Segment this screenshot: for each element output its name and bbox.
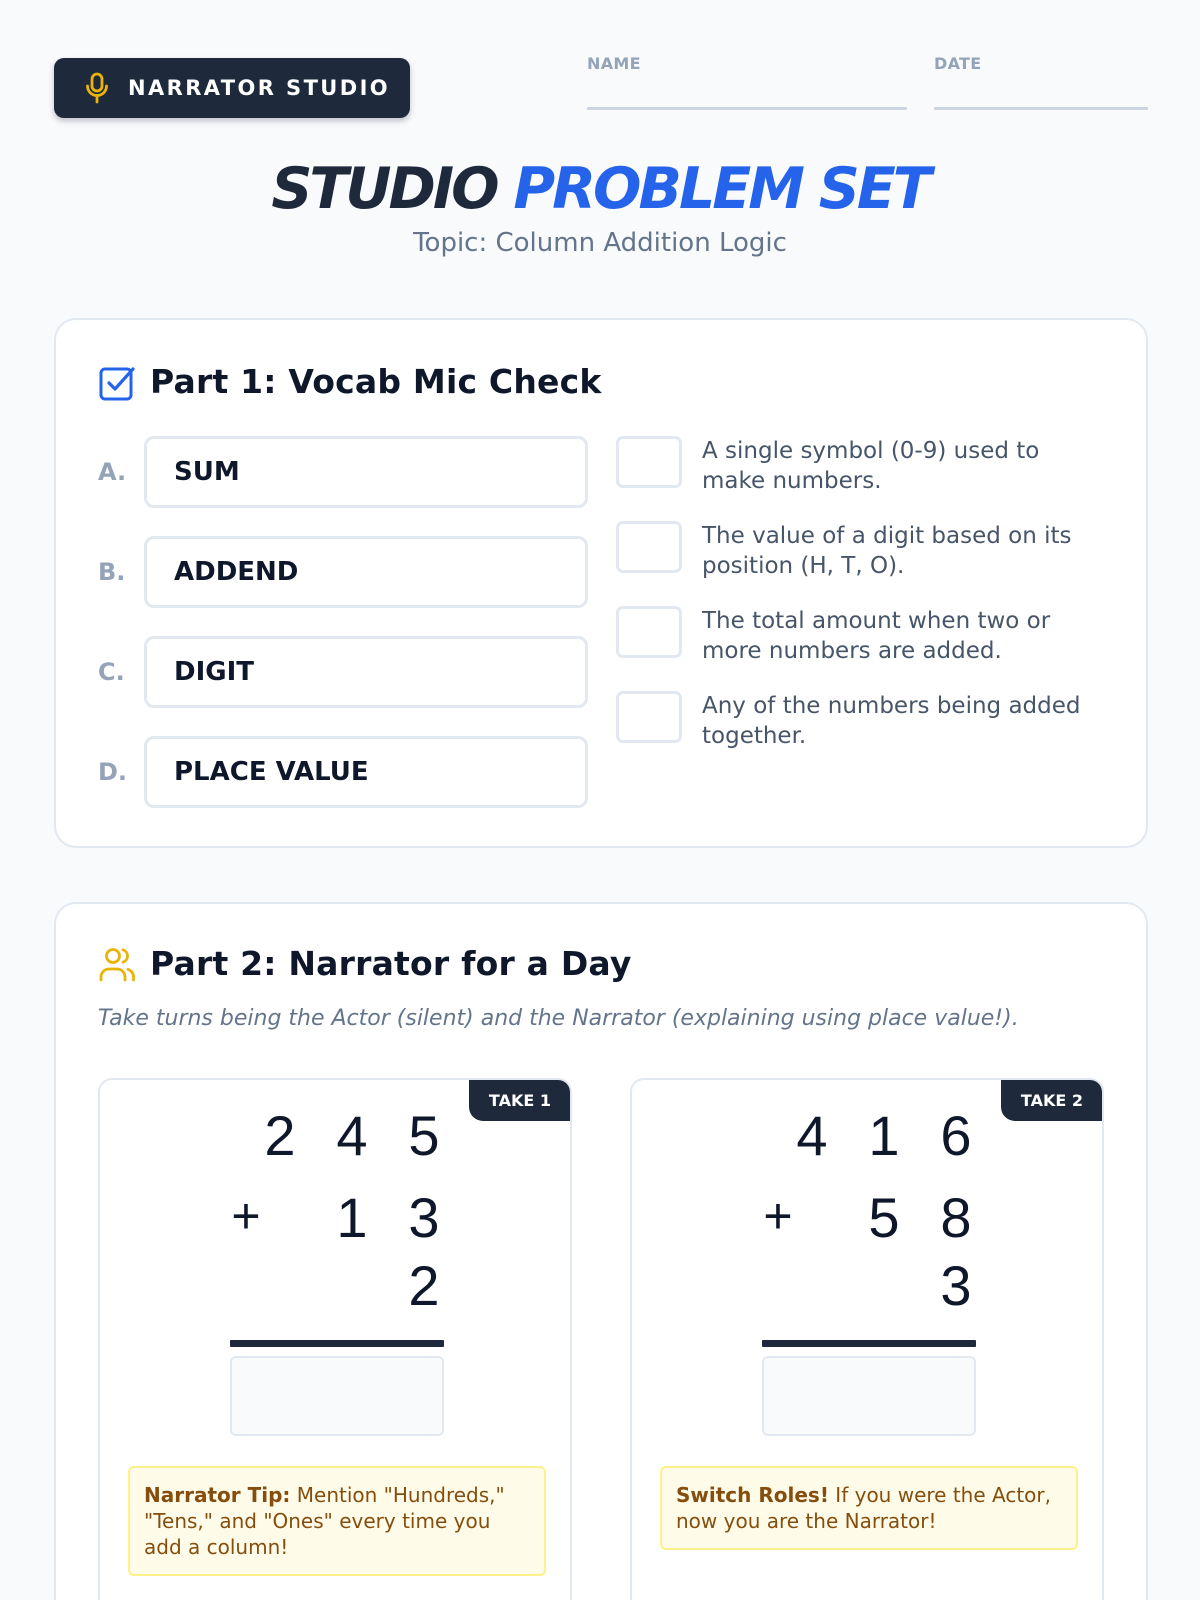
- definition-text: Any of the numbers being added together.: [702, 693, 1081, 749]
- digit-ones: 3: [940, 1254, 972, 1317]
- answer-box[interactable]: [762, 1356, 976, 1436]
- title-part-2: PROBLEM SET: [513, 156, 929, 222]
- tip-text: If you were the Actor, now you are the Narrator!: [676, 1483, 1051, 1533]
- narrator-tip: [128, 1466, 546, 1576]
- definition-text: The value of a digit based on its position (H, T, O).: [702, 523, 1072, 579]
- definition-row: [616, 521, 1106, 581]
- tip-heading: Narrator Tip:: [144, 1483, 291, 1507]
- digit-ones: 5: [408, 1104, 440, 1167]
- checkbox-icon: [98, 363, 136, 401]
- digit-ones: 3: [408, 1186, 440, 1249]
- answer-box[interactable]: [230, 1356, 444, 1436]
- definition-text: The total amount when two or more numbers are added.: [702, 608, 1051, 664]
- answer-letter-box[interactable]: [616, 691, 682, 743]
- term-row: [98, 436, 588, 508]
- take-tag: TAKE 1: [469, 1080, 570, 1121]
- answer-letter-box[interactable]: [616, 436, 682, 488]
- date-field[interactable]: [934, 54, 1148, 110]
- part2-header: [98, 944, 632, 983]
- sum-line: [762, 1340, 976, 1347]
- digit-hundreds: 4: [796, 1104, 828, 1167]
- digit-ones: 2: [408, 1254, 440, 1317]
- tip-text: Mention "Hundreds," "Tens," and "Ones" every time you add a column!: [144, 1483, 505, 1559]
- digit-hundreds: 2: [264, 1104, 296, 1167]
- digit-ones: 6: [940, 1104, 972, 1167]
- term-box[interactable]: SUM: [144, 436, 588, 508]
- part2-instructions: Take turns being the Actor (silent) and the Narrator (explaining using place value!).: [98, 1006, 1019, 1031]
- term-row: [98, 636, 588, 708]
- definition-text: A single symbol (0-9) used to make numbers.: [702, 438, 1040, 494]
- digit-tens: 1: [336, 1186, 368, 1249]
- answer-letter-box[interactable]: [616, 521, 682, 573]
- part1-card: [54, 318, 1148, 848]
- plus-sign: +: [763, 1188, 793, 1244]
- take-card-2: [630, 1078, 1104, 1600]
- part1-header: [98, 362, 602, 401]
- part2-card: [54, 902, 1148, 1600]
- term-row: [98, 536, 588, 608]
- part1-title: Part 1: Vocab Mic Check: [150, 362, 602, 401]
- badge-label: NARRATOR STUDIO: [128, 76, 391, 100]
- microphone-icon: [84, 72, 110, 104]
- name-line: [587, 107, 907, 110]
- answer-letter-box[interactable]: [616, 606, 682, 658]
- narrator-studio-badge: [54, 58, 410, 118]
- digit-ones: 8: [940, 1186, 972, 1249]
- term-box[interactable]: PLACE VALUE: [144, 736, 588, 808]
- page-subtitle: Topic: Column Addition Logic: [413, 228, 787, 258]
- date-label: DATE: [934, 54, 982, 73]
- users-icon: [98, 945, 136, 983]
- digit-tens: 1: [868, 1104, 900, 1167]
- term-row: [98, 736, 588, 808]
- page-title: [0, 156, 1200, 222]
- take-tag: TAKE 2: [1001, 1080, 1102, 1121]
- term-box[interactable]: ADDEND: [144, 536, 588, 608]
- sum-line: [230, 1340, 444, 1347]
- definition-row: [616, 691, 1106, 751]
- date-line: [934, 107, 1148, 110]
- term-letter: A.: [98, 458, 127, 486]
- digit-tens: 4: [336, 1104, 368, 1167]
- term-letter: B.: [98, 558, 126, 586]
- tip-heading: Switch Roles!: [676, 1483, 829, 1507]
- plus-sign: +: [231, 1188, 261, 1244]
- name-label: NAME: [587, 54, 641, 73]
- name-field[interactable]: [587, 54, 907, 110]
- part2-title: Part 2: Narrator for a Day: [150, 944, 632, 983]
- switch-roles-tip: [660, 1466, 1078, 1550]
- definition-row: [616, 436, 1106, 496]
- term-letter: C.: [98, 658, 125, 686]
- title-part-1: STUDIO: [271, 156, 497, 222]
- term-box[interactable]: DIGIT: [144, 636, 588, 708]
- digit-tens: 5: [868, 1186, 900, 1249]
- term-letter: D.: [98, 758, 128, 786]
- definition-row: [616, 606, 1106, 666]
- take-card-1: [98, 1078, 572, 1600]
